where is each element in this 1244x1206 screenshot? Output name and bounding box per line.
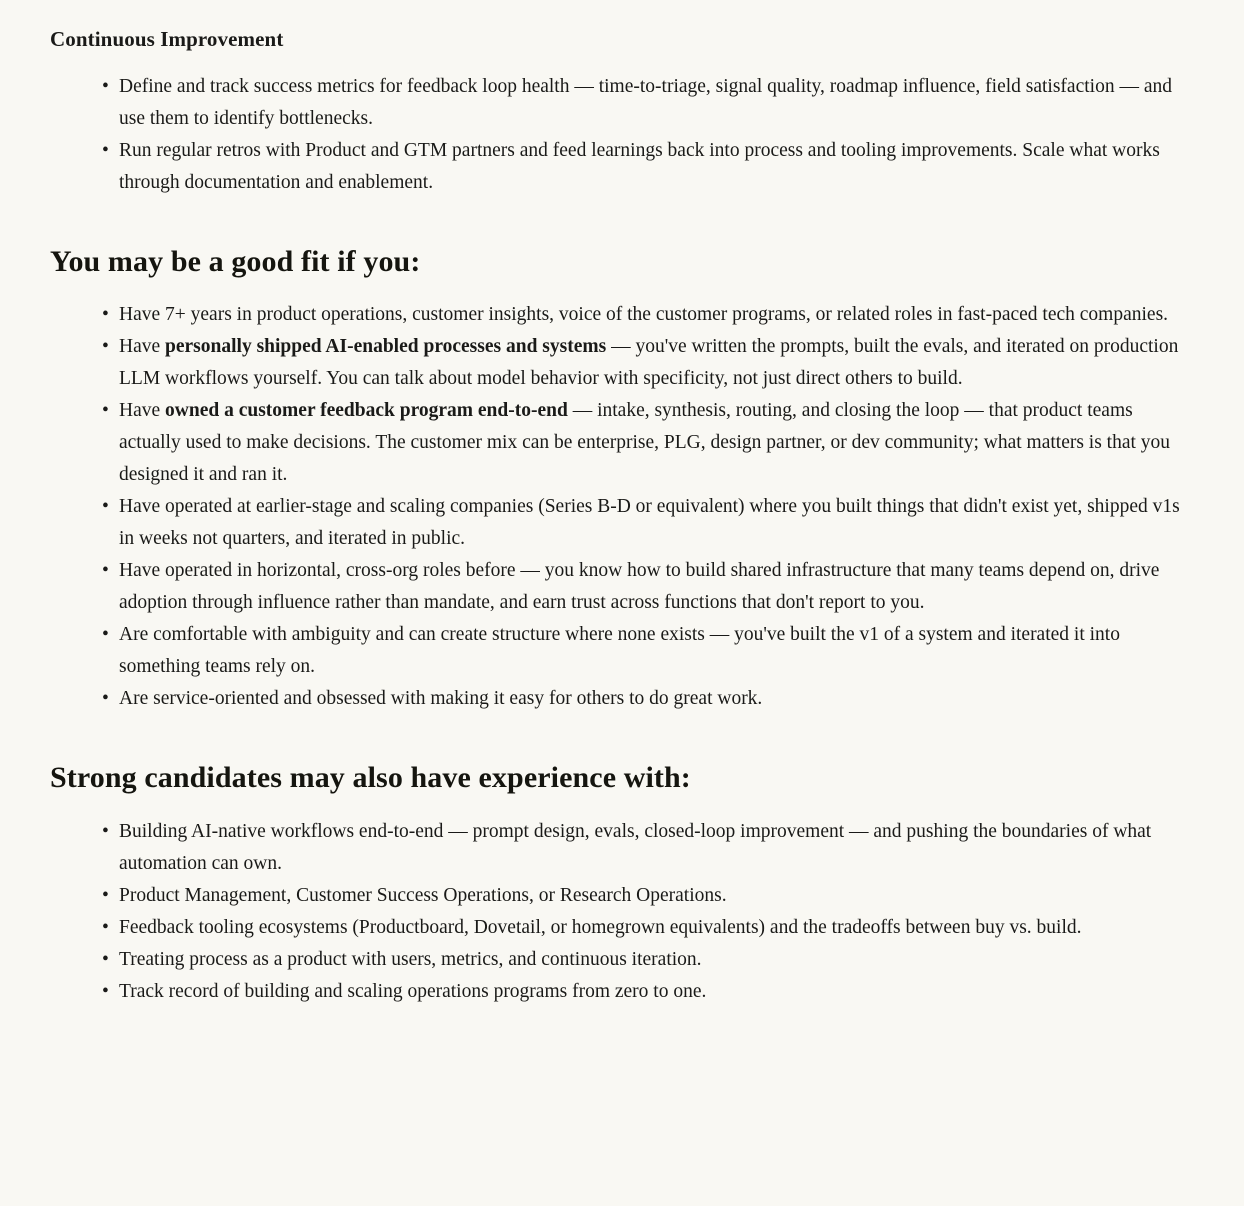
list-item: • Have operated in horizontal, cross-org roles before — you know how to build shared infrastructure that many teams depend on, drive adoption through influence rather than mandate, and earn trust across functions that don't report to you. <box>103 555 1198 619</box>
list-item: • Track record of building and scaling operations programs from zero to one. <box>103 976 1198 1008</box>
bullet-list-continuous-improvement <box>50 71 1198 199</box>
list-item: • Are service-oriented and obsessed with making it easy for others to do great work. <box>103 683 1198 715</box>
bullet-list-good-fit <box>50 299 1198 715</box>
section-heading-continuous-improvement: Continuous Improvement <box>50 27 284 51</box>
list-item: • Treating process as a product with users, metrics, and continuous iteration. <box>103 944 1198 976</box>
list-item: • Have 7+ years in product operations, customer insights, voice of the customer programs, or related roles in fast-paced tech companies. <box>103 299 1198 331</box>
list-item: • Are comfortable with ambiguity and can create structure where none exists — you've built the v1 of a system and iterated it into something teams rely on. <box>103 619 1198 683</box>
list-item: • Have personally shipped AI-enabled processes and systems — you've written the prompts, built the evals, and iterated on production LLM workflows yourself. You can talk about model behavior with specificity, not just direct others to build. <box>103 331 1198 395</box>
list-item: • Have owned a customer feedback program end-to-end — intake, synthesis, routing, and closing the loop — that product teams actually used to make decisions. The customer mix can be enterprise, PLG, design partner, or dev community; what matters is that you designed it and ran it. <box>103 395 1198 491</box>
section-heading-strong-candidates: Strong candidates may also have experience with: <box>50 760 691 794</box>
list-item: • Product Management, Customer Success Operations, or Research Operations. <box>103 880 1198 912</box>
list-item: • Have operated at earlier-stage and scaling companies (Series B-D or equivalent) where you built things that didn't exist yet, shipped v1s in weeks not quarters, and iterated in public. <box>103 491 1198 555</box>
bullet-list-strong-candidates <box>50 816 1198 1008</box>
list-item: • Building AI-native workflows end-to-end — prompt design, evals, closed-loop improvement — and pushing the boundaries of what automation can own. <box>103 816 1198 880</box>
list-item: • Feedback tooling ecosystems (Productboard, Dovetail, or homegrown equivalents) and the tradeoffs between buy vs. build. <box>103 912 1198 944</box>
list-item: • Run regular retros with Product and GTM partners and feed learnings back into process and tooling improvements. Scale what works through documentation and enablement. <box>103 135 1198 199</box>
section-heading-good-fit: You may be a good fit if you: <box>50 245 421 279</box>
list-item: • Define and track success metrics for feedback loop health — time-to-triage, signal quality, roadmap influence, field satisfaction — and use them to identify bottlenecks. <box>103 71 1198 135</box>
